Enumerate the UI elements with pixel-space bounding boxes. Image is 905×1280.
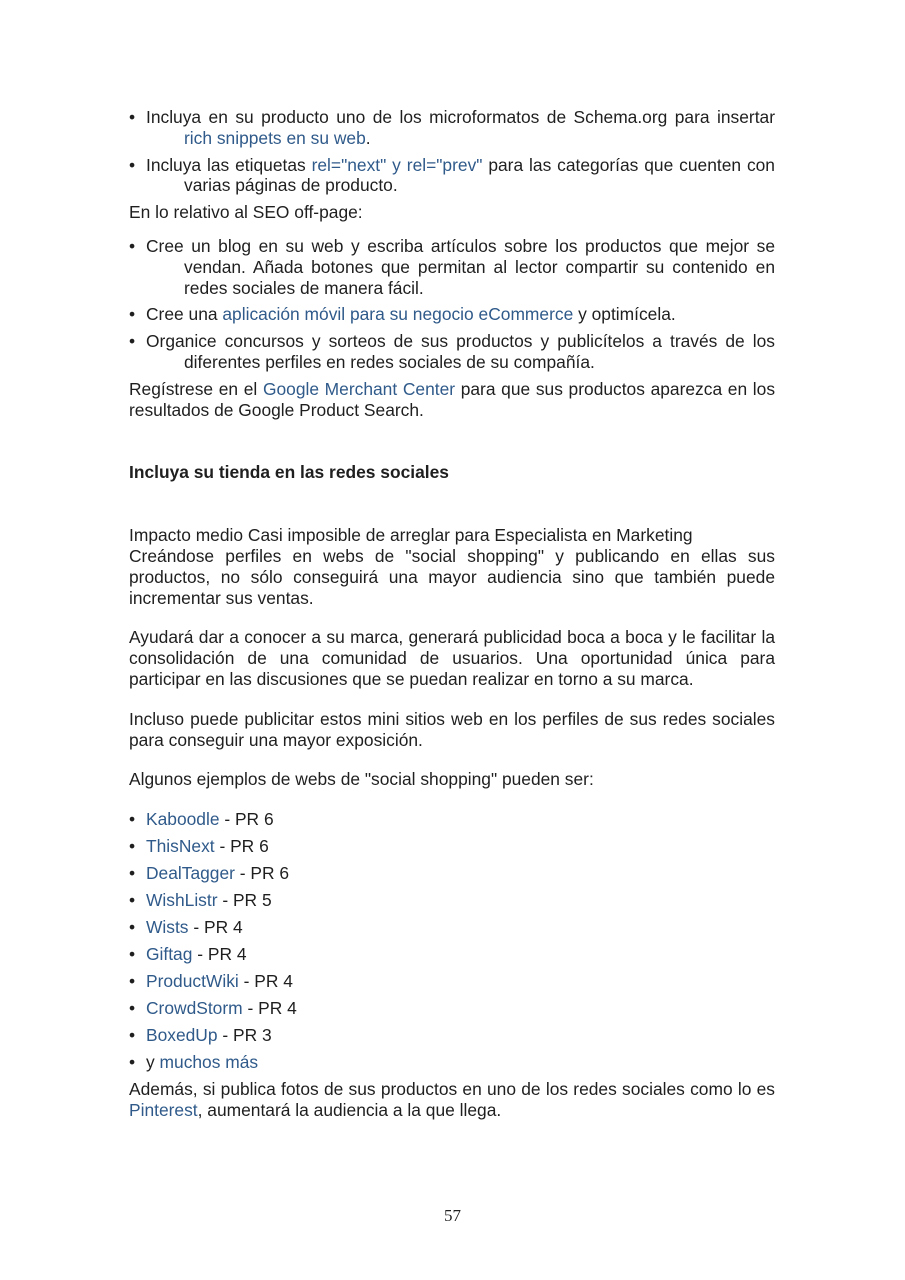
seo-onpage-list (129, 107, 775, 196)
merchant-paragraph: Regístrese en el Google Merchant Center para que sus productos aparezca en los resultados de Google Product Search. (129, 378, 776, 420)
list-item: • y muchos más (129, 1052, 775, 1073)
page-number: 57 (444, 1206, 461, 1225)
rich-snippets-link[interactable]: rich snippets en su web (184, 127, 366, 148)
page-content (129, 107, 775, 1120)
list-item: • Organice concursos y sorteos de sus productos y publicítelos a través de los diferentes perfiles en redes sociales de su compañía. (129, 331, 775, 373)
list-item: • Kaboodle - PR 6 (129, 809, 775, 830)
paragraph: Incluso puede publicitar estos mini sitios web en los perfiles de sus redes sociales para conseguir una mayor exposición. (129, 708, 775, 750)
thisnext-link[interactable]: ThisNext (146, 836, 215, 857)
list-item: • CrowdStorm - PR 4 (129, 998, 775, 1019)
kaboodle-link[interactable]: Kaboodle (146, 809, 220, 830)
social-shopping-list (129, 809, 775, 1073)
offpage-intro: En lo relativo al SEO off-page: (129, 202, 363, 223)
paragraph: Algunos ejemplos de webs de "social shopping" pueden ser: (129, 769, 594, 790)
giftag-link[interactable]: Giftag (146, 944, 193, 965)
dealtagger-link[interactable]: DealTagger (146, 863, 235, 884)
muchos-mas-link[interactable]: muchos más (159, 1051, 259, 1072)
crowdstorm-link[interactable]: CrowdStorm (146, 998, 243, 1019)
productwiki-link[interactable]: ProductWiki (146, 971, 239, 992)
list-item: • ProductWiki - PR 4 (129, 971, 775, 992)
meta-line: Impacto medio Casi imposible de arreglar para Especialista en Marketing (129, 525, 693, 546)
section-heading: Incluya su tienda en las redes sociales (129, 462, 449, 483)
rel-next-prev-link[interactable]: rel="next" y rel="prev" (311, 154, 483, 175)
list-item: • DealTagger - PR 6 (129, 863, 775, 884)
closing-paragraph: Además, si publica fotos de sus productos en uno de los redes sociales como lo es Pinterest, aumentará la audiencia a la que llega. (129, 1078, 775, 1120)
list-item: • Incluya las etiquetas rel="next" y rel="prev" para las categorías que cuenten con varias páginas de producto. (129, 155, 775, 197)
list-item: • BoxedUp - PR 3 (129, 1025, 775, 1046)
list-item: • Cree una aplicación móvil para su negocio eCommerce y optimícela. (129, 304, 775, 325)
list-item: • Wists - PR 4 (129, 917, 775, 938)
mobile-app-link[interactable]: aplicación móvil para su negocio eCommerce (222, 304, 574, 325)
list-item: • ThisNext - PR 6 (129, 836, 775, 857)
boxedup-link[interactable]: BoxedUp (146, 1025, 218, 1045)
paragraph: Ayudará dar a conocer a su marca, generará publicidad boca a boca y le facilitar la consolidación de una comunidad de usuarios. Una oportunidad única para participar en las discusiones que se puedan realizar en torno a su marca. (129, 627, 775, 689)
wishlistr-link[interactable]: WishListr (146, 890, 218, 911)
paragraph: Creándose perfiles en webs de "social shopping" y publicando en ellas sus productos, no sólo conseguirá una mayor audiencia sino que también puede incrementar sus ventas. (129, 545, 775, 608)
list-item: • WishListr - PR 5 (129, 890, 775, 911)
list-item: • Incluya en su producto uno de los microformatos de Schema.org para insertar rich snippets en su web. (129, 107, 775, 149)
seo-offpage-list (129, 236, 775, 373)
list-item: • Giftag - PR 4 (129, 944, 775, 965)
wists-link[interactable]: Wists (146, 917, 189, 938)
pinterest-link[interactable]: Pinterest (129, 1099, 198, 1120)
google-merchant-center-link[interactable]: Google Merchant Center (262, 378, 456, 399)
list-item: • Cree un blog en su web y escriba artículos sobre los productos que mejor se vendan. Añada botones que permitan al lector compartir su contenido en redes sociales de manera fácil. (129, 236, 775, 298)
